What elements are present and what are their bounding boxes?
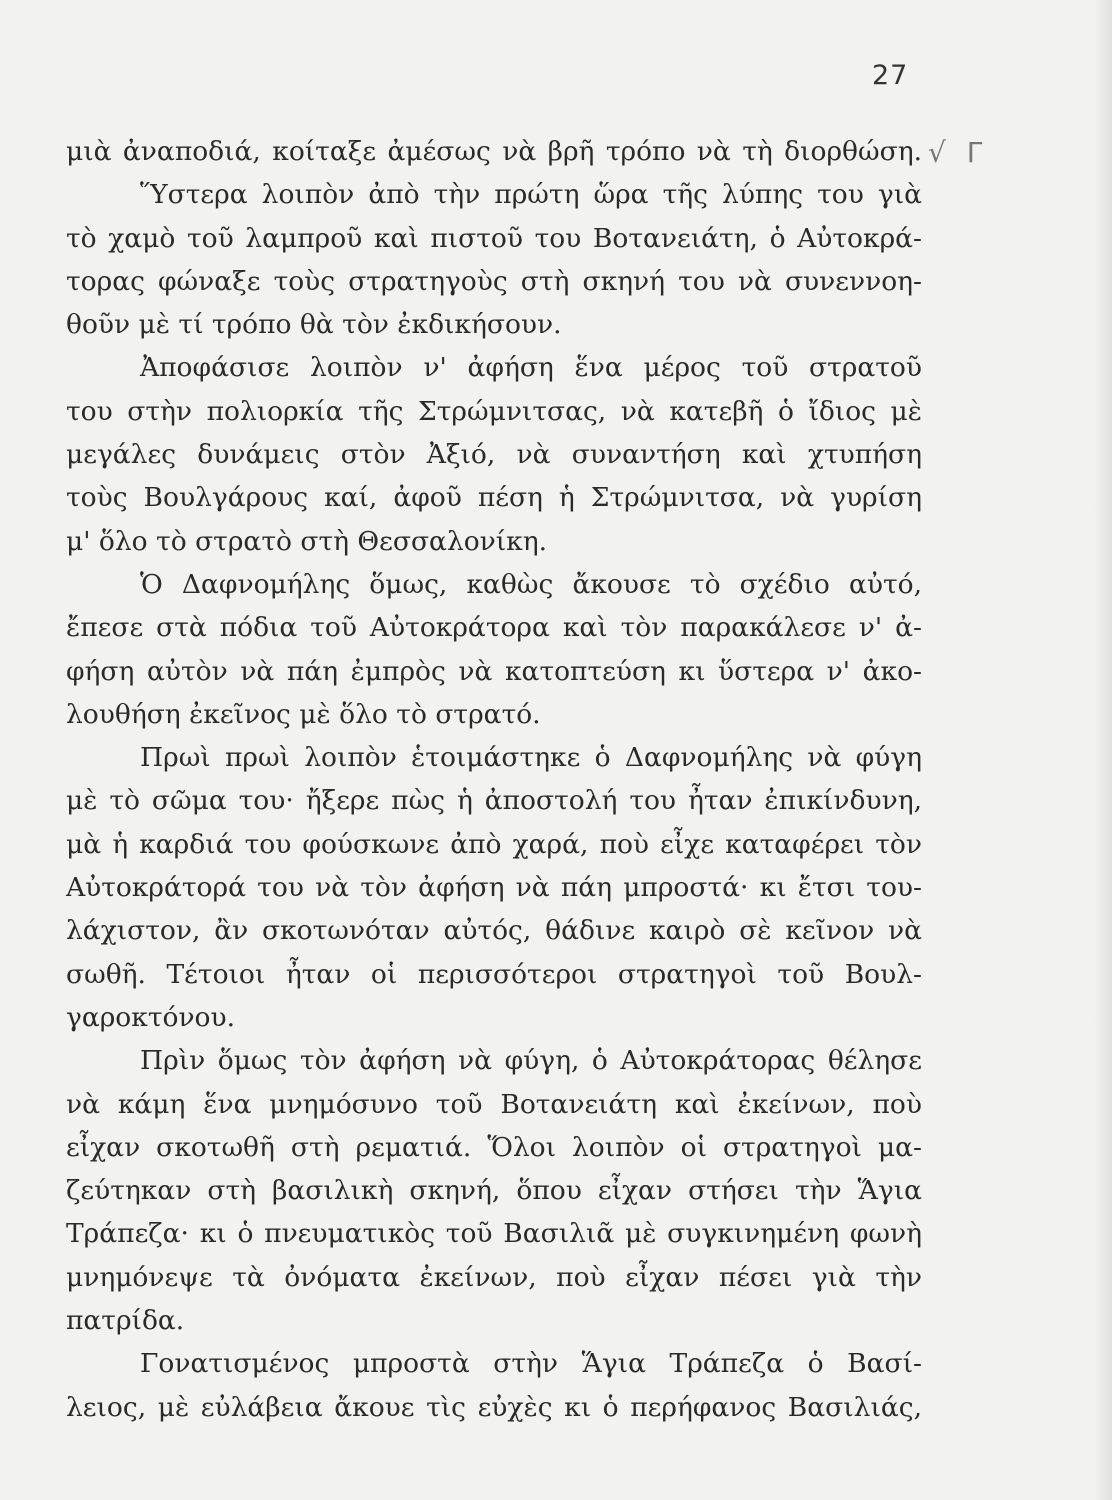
text-line: λουθήση ἐκεῖνος μὲ ὅλο τὸ στρατό. (66, 698, 541, 730)
text-line: μ' ὅλο τὸ στρατὸ στὴ Θεσσαλονίκη. (66, 525, 548, 557)
text-line: Γονατισμένος μπροστὰ στὴν Ἅγια Τράπεζα ὁ Βασί- (140, 1348, 922, 1380)
text-line: φήση αὐτὸν νὰ πάη ἐμπρὸς νὰ κατοπτεύση κι ὕστερα ν' ἀκο- (66, 655, 922, 687)
text-line: πατρίδα. (66, 1305, 185, 1337)
text-line: μνημόνεψε τὰ ὀνόματα ἐκείνων, ποὺ εἶχαν πέσει γιὰ τὴν (66, 1261, 922, 1293)
text-line: του στὴν πολιορκία τῆς Στρώμνιτσας, νὰ κατεβῆ ὁ ἴδιος μὲ (66, 395, 922, 427)
text-line: θοῦν μὲ τί τρόπο θὰ τὸν ἐκδικήσουν. (66, 309, 562, 341)
text-line: Ἀποφάσισε λοιπὸν ν' ἀφήση ἕνα μέρος τοῦ στρατοῦ (140, 352, 922, 384)
text-line: σωθῆ. Τέτοιοι ἦταν οἱ περισσότεροι στρατηγοὶ τοῦ Βουλ- (66, 958, 922, 990)
text-line: Τράπεζα· κι ὁ πνευματικὸς τοῦ Βασιλιᾶ μὲ συγκινημένη φωνὴ (66, 1218, 922, 1250)
text-line: νὰ κάμη ἕνα μνημόσυνο τοῦ Βοτανειάτη καὶ ἐκείνων, ποὺ (66, 1088, 922, 1120)
text-line: τορας φώναξε τοὺς στρατηγοὺς στὴ σκηνή του νὰ συνεννοη- (66, 265, 922, 297)
text-line: μὲ τὸ σῶμα του· ἤξερε πὼς ἡ ἀποστολή του ἦταν ἐπικίνδυνη, (66, 785, 922, 817)
text-line: τὸ χαμὸ τοῦ λαμπροῦ καὶ πιστοῦ του Βοτανειάτη, ὁ Αὐτοκρά- (66, 222, 922, 254)
text-line: Αὐτοκράτορά του νὰ τὸν ἀφήση νὰ πάη μπροστά· κι ἔτσι του- (66, 872, 922, 904)
text-line: ζεύτηκαν στὴ βασιλικὴ σκηνή, ὅπου εἶχαν στήσει τὴν Ἅγια (66, 1175, 922, 1207)
text-line: μὰ ἡ καρδιά του φούσκωνε ἀπὸ χαρά, ποὺ εἶχε καταφέρει τὸν (66, 828, 922, 860)
text-line: λειος, μὲ εὐλάβεια ἄκουε τὶς εὐχὲς κι ὁ περήφανος Βασιλιάς, (66, 1391, 922, 1423)
text-line: μεγάλες δυνάμεις στὸν Ἀξιό, νὰ συναντήση καὶ χτυπήση (66, 439, 922, 471)
text-line: ἔπεσε στὰ πόδια τοῦ Αὐτοκράτορα καὶ τὸν παρακάλεσε ν' ἀ- (66, 612, 922, 644)
text-line: Πρωὶ πρωὶ λοιπὸν ἑτοιμάστηκε ὁ Δαφνομήλης νὰ φύγη (140, 742, 922, 774)
body-text (66, 130, 922, 1429)
text-line: μιὰ ἀναποδιά, κοίταξε ἀμέσως νὰ βρῆ τρόπο νὰ τὴ διορθώση. (66, 136, 922, 167)
text-line: Ὁ Δαφνομήλης ὅμως, καθὼς ἄκουσε τὸ σχέδιο αὐτό, (140, 568, 922, 600)
scan-edge-shadow (1094, 0, 1112, 1500)
page-number: 27 (872, 60, 909, 91)
text-line: γαροκτόνου. (66, 1001, 236, 1033)
text-line: τοὺς Βουλγάρους καί, ἀφοῦ πέση ἡ Στρώμνιτσα, νὰ γυρίση (66, 482, 922, 514)
text-line: Ὕστερα λοιπὸν ἀπὸ τὴν πρώτη ὥρα τῆς λύπης του γιὰ (140, 179, 922, 211)
text-line: Πρὶν ὅμως τὸν ἀφήση νὰ φύγη, ὁ Αὐτοκράτορας θέλησε (140, 1045, 922, 1077)
text-line: λάχιστον, ἂν σκοτωνόταν αὐτός, θάδινε καιρὸ σὲ κεῖνον νὰ (66, 915, 922, 947)
handwritten-margin-mark: √ Γ (928, 136, 989, 169)
text-line: εἶχαν σκοτωθῆ στὴ ρεματιά. Ὅλοι λοιπὸν οἱ στρατηγοὶ μα- (66, 1131, 922, 1163)
